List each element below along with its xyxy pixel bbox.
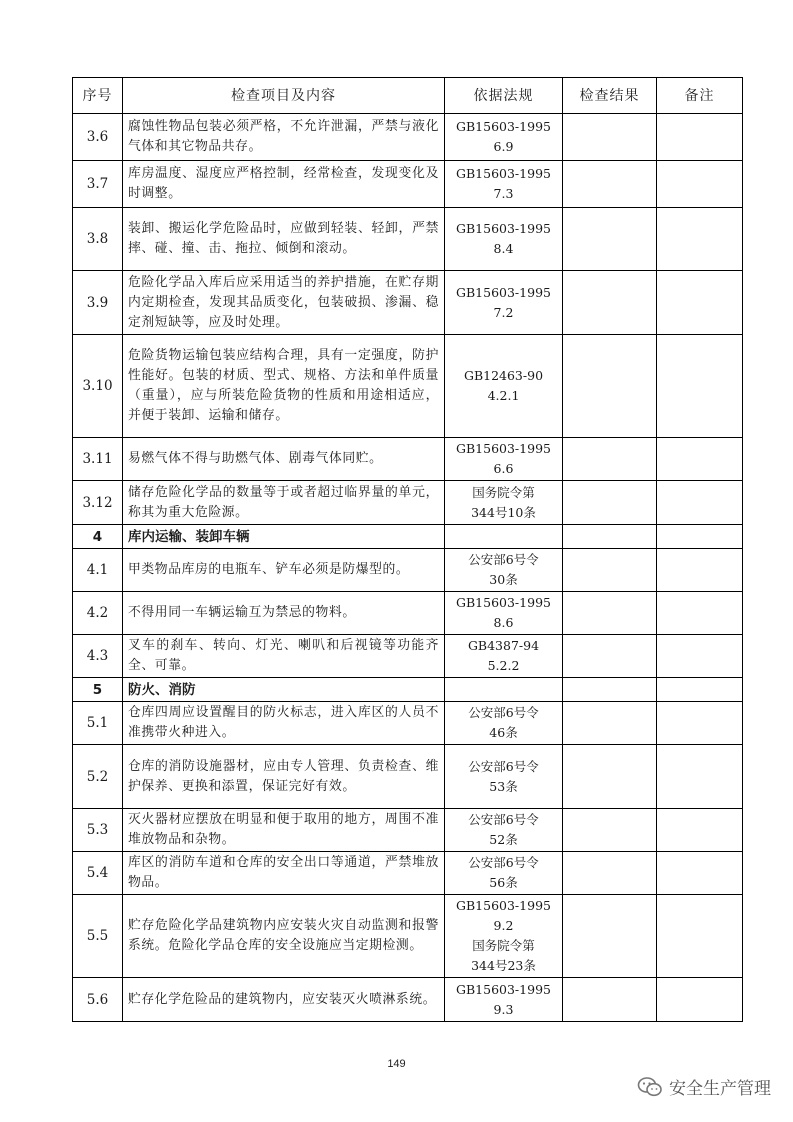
- table-row: [73, 161, 743, 208]
- law-line: GB15603-1995: [456, 898, 551, 913]
- table-row: [73, 549, 743, 592]
- item-content: 腐蚀性物品包装必须严格，不允许泄漏，严禁与液化气体和其它物品共存。: [123, 114, 445, 161]
- result-cell[interactable]: [563, 114, 657, 161]
- law-cell: [445, 438, 563, 481]
- section-title: 防火、消防: [123, 678, 445, 702]
- law-cell: [445, 114, 563, 161]
- remark-cell[interactable]: [657, 852, 743, 895]
- remark-cell[interactable]: [657, 335, 743, 438]
- item-content: 易燃气体不得与助燃气体、剧毒气体同贮。: [123, 438, 445, 481]
- law-cell: [445, 852, 563, 895]
- table-row: [73, 208, 743, 271]
- header-no: 序号: [73, 78, 123, 114]
- item-content: 危险货物运输包装应结构合理，具有一定强度，防护性能好。包装的材质、型式、规格、方法和单件质量（重量），应与所装危险货物的性质和用途相适应，并便于装卸、运输和储存。: [123, 335, 445, 438]
- law-cell: [445, 271, 563, 335]
- watermark: [637, 1074, 771, 1099]
- law-line: 9.2: [493, 918, 514, 933]
- law-line: 6.6: [493, 461, 514, 476]
- result-cell[interactable]: [563, 592, 657, 635]
- table-row: [73, 481, 743, 525]
- item-number: 5.1: [73, 702, 123, 745]
- table-row: [73, 592, 743, 635]
- item-number: 5.4: [73, 852, 123, 895]
- law-line: GB4387-94: [467, 638, 540, 653]
- section-row: [73, 525, 743, 549]
- item-content: 储存危险化学品的数量等于或者超过临界量的单元，称其为重大危险源。: [123, 481, 445, 525]
- remark-cell[interactable]: [657, 114, 743, 161]
- remark-cell[interactable]: [657, 161, 743, 208]
- table-row: [73, 114, 743, 161]
- inspection-table: [72, 77, 743, 1022]
- page-number: 149: [387, 1058, 406, 1070]
- law-cell: [445, 481, 563, 525]
- law-line: 公安部6号令: [468, 758, 539, 774]
- law-line: GB15603-1995: [456, 166, 551, 181]
- remark-cell[interactable]: [657, 481, 743, 525]
- result-cell[interactable]: [563, 208, 657, 271]
- item-number: 4.2: [73, 592, 123, 635]
- law-cell: [445, 592, 563, 635]
- law-cell: [445, 525, 563, 549]
- header-result: 检查结果: [563, 78, 657, 114]
- law-line: GB15603-1995: [456, 595, 551, 610]
- item-number: 3.9: [73, 271, 123, 335]
- result-cell[interactable]: [563, 438, 657, 481]
- result-cell[interactable]: [563, 895, 657, 978]
- law-line: 公安部6号令: [468, 552, 539, 567]
- law-cell: [445, 635, 563, 678]
- law-line: 国务院令第: [472, 484, 535, 500]
- item-number: 3.7: [73, 161, 123, 208]
- item-content: 危险化学品入库后应采用适当的养护措施，在贮存期内定期检查，发现其品质变化，包装破损、渗漏、稳定剂短缺等，应及时处理。: [123, 271, 445, 335]
- result-cell[interactable]: [563, 335, 657, 438]
- item-number: 3.6: [73, 114, 123, 161]
- item-number: 3.8: [73, 208, 123, 271]
- section-number: 5: [73, 678, 123, 702]
- item-number: 3.11: [73, 438, 123, 481]
- header-law: 依据法规: [445, 78, 563, 114]
- remark-cell[interactable]: [657, 745, 743, 809]
- law-line: 8.4: [493, 241, 514, 256]
- item-number: 5.5: [73, 895, 123, 978]
- result-cell[interactable]: [563, 809, 657, 852]
- table-row: [73, 852, 743, 895]
- law-cell: [445, 978, 563, 1022]
- result-cell[interactable]: [563, 678, 657, 702]
- remark-cell[interactable]: [657, 438, 743, 481]
- remark-cell[interactable]: [657, 635, 743, 678]
- law-line: 6.9: [493, 139, 514, 154]
- wechat-icon: [637, 1076, 663, 1098]
- remark-cell[interactable]: [657, 678, 743, 702]
- item-number: 4.1: [73, 549, 123, 592]
- item-content: 叉车的刹车、转向、灯光、喇叭和后视镜等功能齐全、可靠。: [123, 635, 445, 678]
- item-number: 5.2: [73, 745, 123, 809]
- law-line: 344号10条: [471, 504, 536, 520]
- law-cell: [445, 208, 563, 271]
- table-header-row: [73, 78, 743, 114]
- law-line: GB12463-90: [463, 368, 544, 383]
- table-row: [73, 635, 743, 678]
- result-cell[interactable]: [563, 525, 657, 549]
- result-cell[interactable]: [563, 481, 657, 525]
- header-remark: 备注: [657, 78, 743, 114]
- item-content: 灭火器材应摆放在明显和便于取用的地方，周围不准堆放物品和杂物。: [123, 809, 445, 852]
- law-line: 7.2: [493, 304, 514, 320]
- law-cell: [445, 161, 563, 208]
- table-row: [73, 702, 743, 745]
- item-content: 贮存危险化学品建筑物内应安装火灾自动监测和报警系统。危险化学品仓库的安全设施应当定期检测。: [123, 895, 445, 978]
- law-line: 52条: [489, 832, 518, 847]
- result-cell[interactable]: [563, 745, 657, 809]
- remark-cell[interactable]: [657, 549, 743, 592]
- section-title: 库内运输、装卸车辆: [123, 525, 445, 549]
- item-content: 装卸、搬运化学危险品时，应做到轻装、轻卸，严禁摔、碰、撞、击、拖拉、倾倒和滚动。: [123, 208, 445, 271]
- law-line: 9.3: [493, 1001, 514, 1017]
- law-line: 公安部6号令: [468, 812, 539, 827]
- law-line: 46条: [489, 725, 518, 740]
- table-row: [73, 335, 743, 438]
- remark-cell[interactable]: [657, 895, 743, 978]
- law-cell: [445, 745, 563, 809]
- law-cell: [445, 335, 563, 438]
- table-row: [73, 745, 743, 809]
- item-content: 库房温度、湿度应严格控制，经常检查，发现变化及时调整。: [123, 161, 445, 208]
- result-cell[interactable]: [563, 161, 657, 208]
- result-cell[interactable]: [563, 549, 657, 592]
- remark-cell[interactable]: [657, 208, 743, 271]
- remark-cell[interactable]: [657, 525, 743, 549]
- item-content: 不得用同一车辆运输互为禁忌的物料。: [123, 592, 445, 635]
- result-cell[interactable]: [563, 635, 657, 678]
- law-line: 30条: [489, 572, 518, 587]
- law-line: 56条: [489, 875, 518, 890]
- law-cell: [445, 809, 563, 852]
- remark-cell[interactable]: [657, 978, 743, 1022]
- item-number: 4.3: [73, 635, 123, 678]
- law-line: 4.2.1: [487, 388, 520, 403]
- law-line: 53条: [489, 778, 518, 794]
- law-line: 7.3: [493, 186, 514, 201]
- item-content: 贮存化学危险品的建筑物内，应安装灭火喷淋系统。: [123, 978, 445, 1022]
- item-content: 甲类物品库房的电瓶车、铲车必须是防爆型的。: [123, 549, 445, 592]
- remark-cell[interactable]: [657, 271, 743, 335]
- law-cell: [445, 895, 563, 978]
- law-line: GB15603-1995: [456, 119, 551, 134]
- law-line: 国务院令第: [472, 938, 535, 953]
- law-line: GB15603-1995: [456, 221, 551, 236]
- law-cell: [445, 549, 563, 592]
- section-row: [73, 678, 743, 702]
- item-number: 3.10: [73, 335, 123, 438]
- table-row: [73, 978, 743, 1022]
- item-number: 5.6: [73, 978, 123, 1022]
- watermark-text: 安全生产管理: [669, 1079, 771, 1099]
- item-content: 库区的消防车道和仓库的安全出口等通道，严禁堆放物品。: [123, 852, 445, 895]
- result-cell[interactable]: [563, 978, 657, 1022]
- law-line: GB15603-1995: [456, 441, 551, 456]
- law-line: GB15603-1995: [456, 284, 551, 300]
- result-cell[interactable]: [563, 852, 657, 895]
- table-row: [73, 438, 743, 481]
- law-cell: [445, 702, 563, 745]
- remark-cell[interactable]: [657, 702, 743, 745]
- law-line: 公安部6号令: [468, 855, 539, 870]
- table-row: [73, 809, 743, 852]
- result-cell[interactable]: [563, 271, 657, 335]
- law-line: 344号23条: [471, 958, 536, 973]
- remark-cell[interactable]: [657, 592, 743, 635]
- law-line: 8.6: [493, 615, 514, 630]
- item-number: 3.12: [73, 481, 123, 525]
- item-content: 仓库四周应设置醒目的防火标志，进入库区的人员不准携带火种进入。: [123, 702, 445, 745]
- item-number: 5.3: [73, 809, 123, 852]
- table-body: [73, 114, 743, 1022]
- law-line: GB15603-1995: [456, 981, 551, 997]
- header-content: 检查项目及内容: [123, 78, 445, 114]
- table-row: [73, 895, 743, 978]
- law-line: 5.2.2: [487, 658, 520, 673]
- remark-cell[interactable]: [657, 809, 743, 852]
- law-cell: [445, 678, 563, 702]
- law-line: 公安部6号令: [468, 705, 539, 720]
- item-content: 仓库的消防设施器材，应由专人管理、负责检查、维护保养、更换和添置，保证完好有效。: [123, 745, 445, 809]
- section-number: 4: [73, 525, 123, 549]
- result-cell[interactable]: [563, 702, 657, 745]
- table-row: [73, 271, 743, 335]
